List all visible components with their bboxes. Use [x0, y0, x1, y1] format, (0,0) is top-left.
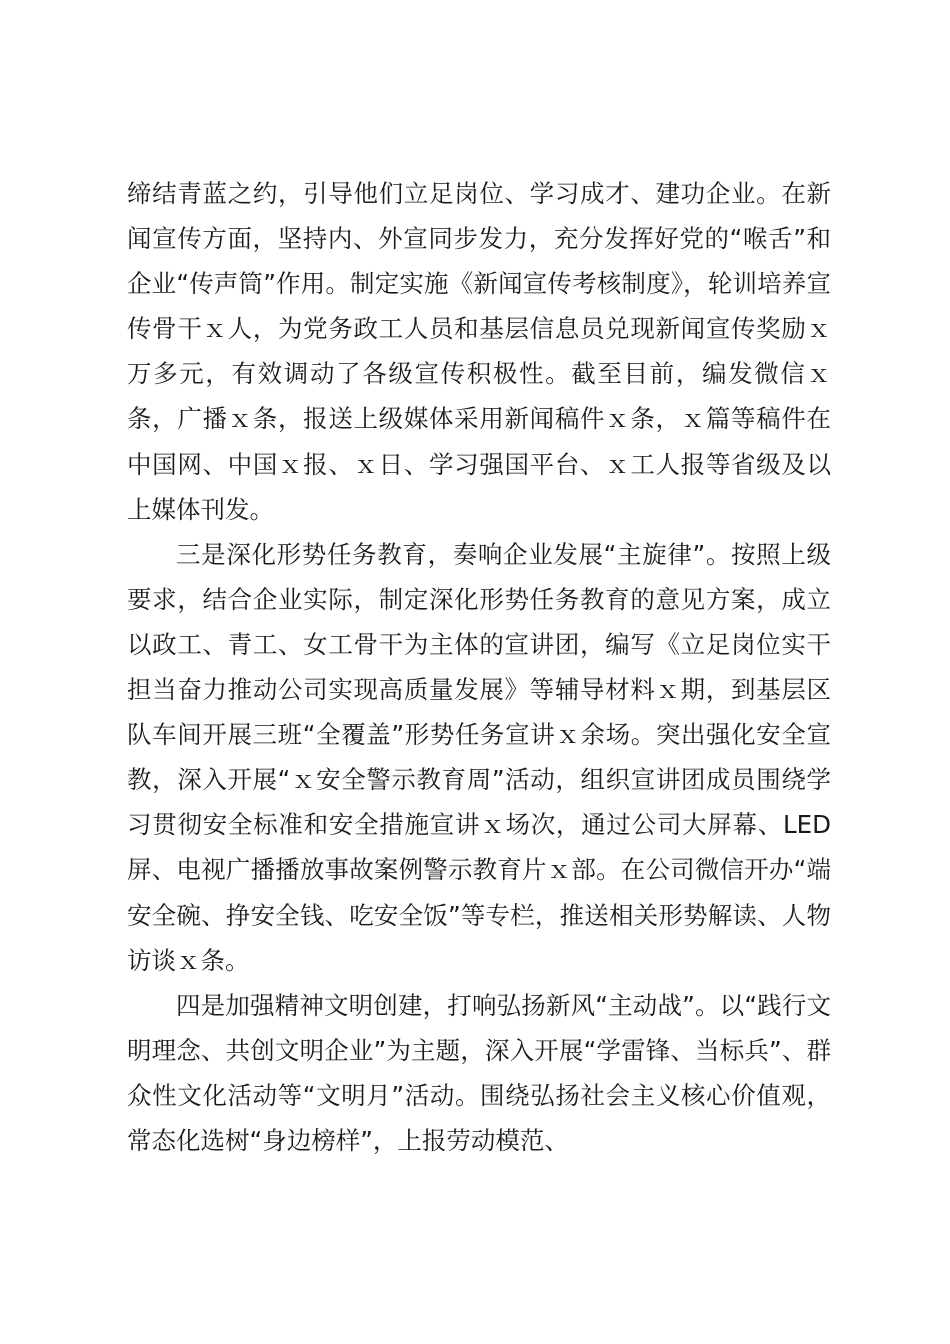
- document-body: [127, 171, 831, 1163]
- paragraph-news-propaganda: 缔结青蓝之约，引导他们立足岗位、学习成才、建功企业。在新闻宣传方面，坚持内、外宣同步发力，充分发挥好党的“喉舌”和企业“传声筒”作用。制定实施《新闻宣传考核制度》，轮训培养宣传骨干ｘ人，为党务政工人员和基层信息员兑现新闻宣传奖励ｘ万多元，有效调动了各级宣传积极性。截至目前，编发微信ｘ条，广播ｘ条，报送上级媒体采用新闻稿件ｘ条，ｘ篇等稿件在中国网、中国ｘ报、ｘ日、学习强国平台、ｘ工人报等省级及以上媒体刊发。: [127, 179, 831, 524]
- paragraph-spiritual-civilization: 四是加强精神文明创建，打响弘扬新风“主动战”。以“践行文明理念、共创文明企业”为主题，深入开展“学雷锋、当标兵”、群众性文化活动等“文明月”活动。围绕弘扬社会主义核心价值观，常态化选树“身边榜样”，上报劳动模范、: [127, 990, 831, 1155]
- paragraph-situation-education: 三是深化形势任务教育，奏响企业发展“主旋律”。按照上级要求，结合企业实际，制定深化形势任务教育的意见方案，成立以政工、青工、女工骨干为主体的宣讲团，编写《立足岗位实干担当奋力推动公司实现高质量发展》等辅导材料ｘ期，到基层区队车间开展三班“全覆盖”形势任务宣讲ｘ余场。突出强化安全宣教，深入开展“ｘ安全警示教育周”活动，组织宣讲团成员围绕学习贯彻安全标准和安全措施宣讲ｘ场次，通过公司大屏幕、LED屏、电视广播播放事故案例警示教育片ｘ部。在公司微信开办“端安全碗、挣安全钱、吃安全饭”等专栏，推送相关形势解读、人物访谈ｘ条。: [127, 539, 831, 975]
